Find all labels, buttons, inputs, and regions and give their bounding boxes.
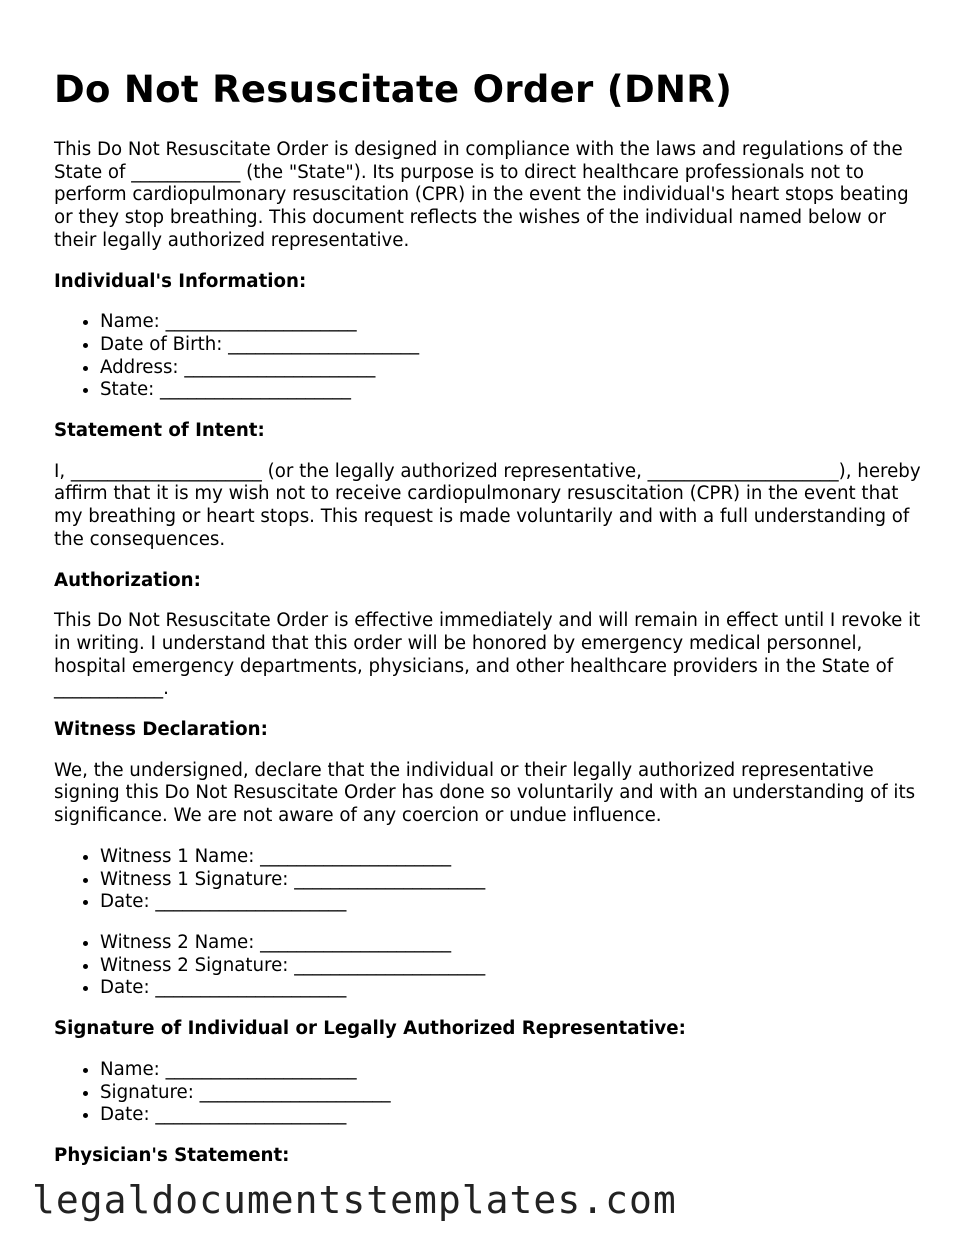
authorization-paragraph: This Do Not Resuscitate Order is effective immediately and will remain in effect until I revoke it in writing. I understand that this order will be honored by emergency medical personnel, hospital emergency departments, physicians, and other healthcare providers in the State of ____________.	[54, 610, 921, 700]
physician-heading: Physician's Statement:	[54, 1144, 290, 1166]
intent-heading: Statement of Intent:	[54, 420, 265, 442]
authorization-heading: Authorization:	[54, 569, 201, 591]
signature-heading: Signature of Individual or Legally Authorized Representative:	[54, 1018, 686, 1040]
list-item: • Date: _____________________	[100, 977, 924, 1000]
list-item: • Name: _____________________	[100, 1059, 924, 1082]
list-item: • Date: _____________________	[100, 1104, 924, 1127]
page-title: Do Not Resuscitate Order (DNR)	[54, 68, 733, 111]
document-page	[54, 66, 924, 1168]
list-item: • Signature: _____________________	[100, 1082, 924, 1105]
list-item: • Address: _____________________	[100, 357, 924, 380]
list-item: • Date of Birth: _____________________	[100, 334, 924, 357]
list-item: • Witness 2 Signature: _____________________	[100, 955, 924, 978]
individual-heading: Individual's Information:	[54, 270, 307, 292]
individual-list	[54, 311, 924, 402]
intent-paragraph: I, _____________________ (or the legally authorized representative, _____________________), hereby affirm that it is my wish not to receive cardiopulmonary resuscitation (CPR) in the event that my breathing or heart stops. This request is made voluntarily and with a full understanding of the consequences.	[54, 460, 921, 550]
intro-paragraph: This Do Not Resuscitate Order is designed in compliance with the laws and regulations of the State of ____________ (the "State"). Its purpose is to direct healthcare professionals not to perform cardiopulmonary resuscitation (CPR) in the event the individual's heart stops beating or they stop breathing. This document reflects the wishes of the individual named below or their legally authorized representative.	[54, 139, 909, 251]
list-item: • Witness 2 Name: _____________________	[100, 932, 924, 955]
list-item: • Name: _____________________	[100, 311, 924, 334]
watermark-text: legaldocumentstemplates.com	[32, 1176, 932, 1224]
witness-heading: Witness Declaration:	[54, 719, 268, 741]
witness2-list	[54, 932, 924, 1000]
list-item: • Witness 1 Signature: _____________________	[100, 869, 924, 892]
list-item: • Date: _____________________	[100, 891, 924, 914]
witness1-list	[54, 846, 924, 914]
witness-paragraph: We, the undersigned, declare that the individual or their legally authorized representative signing this Do Not Resuscitate Order has done so voluntarily and with an understanding of its significance. We are not aware of any coercion or undue influence.	[54, 759, 916, 827]
list-item: • Witness 1 Name: _____________________	[100, 846, 924, 869]
signature-list	[54, 1059, 924, 1127]
list-item: • State: _____________________	[100, 379, 924, 402]
